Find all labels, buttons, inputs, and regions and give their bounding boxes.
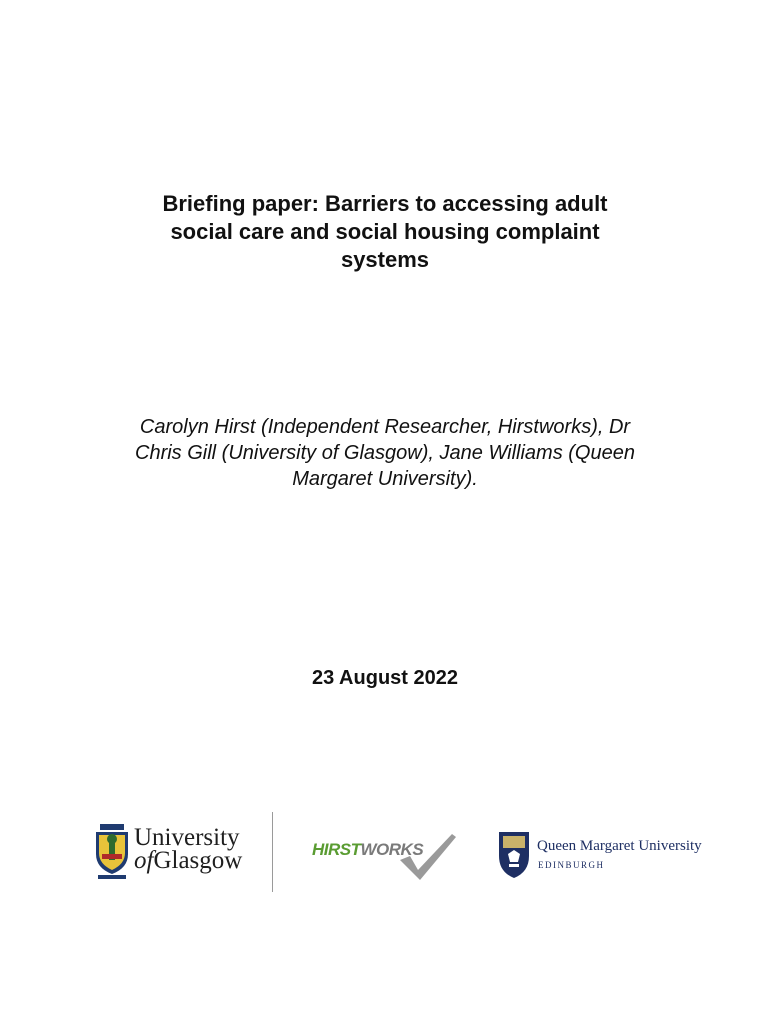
document-date: 23 August 2022 (312, 667, 458, 689)
hirstworks-part2: WORKS (360, 840, 424, 859)
author-line: Carolyn Hirst (Independent Researcher, Hirstworks), Dr (139, 416, 631, 438)
title-line: Briefing paper: Barriers to accessing adult (162, 191, 608, 216)
glasgow-wordmark (134, 826, 242, 872)
glasgow-crest-icon (94, 824, 130, 880)
qmu-shield-icon (497, 828, 531, 880)
hirstworks-logo (310, 828, 460, 888)
logo-strip (0, 800, 770, 910)
glasgow-name: Glasgow (153, 847, 243, 874)
glasgow-of: of (134, 847, 154, 874)
authors (80, 414, 690, 492)
glasgow-line1: University (134, 824, 240, 851)
title-line: systems (340, 247, 430, 272)
qmu-city: EDINBURGH (538, 860, 605, 870)
queen-margaret-university-logo (497, 828, 702, 884)
title-line: social care and social housing complaint (170, 219, 600, 244)
document-title (100, 190, 670, 274)
glasgow-line2 (134, 849, 242, 872)
qmu-name: Queen Margaret University (537, 838, 702, 854)
logo-divider (272, 812, 273, 892)
university-of-glasgow-logo (92, 812, 250, 892)
author-line: Margaret University). (292, 468, 478, 490)
hirstworks-part1: HIRST (312, 840, 361, 859)
checkmark-icon (398, 830, 458, 882)
author-line: Chris Gill (University of Glasgow), Jane Williams (Queen (135, 442, 635, 464)
